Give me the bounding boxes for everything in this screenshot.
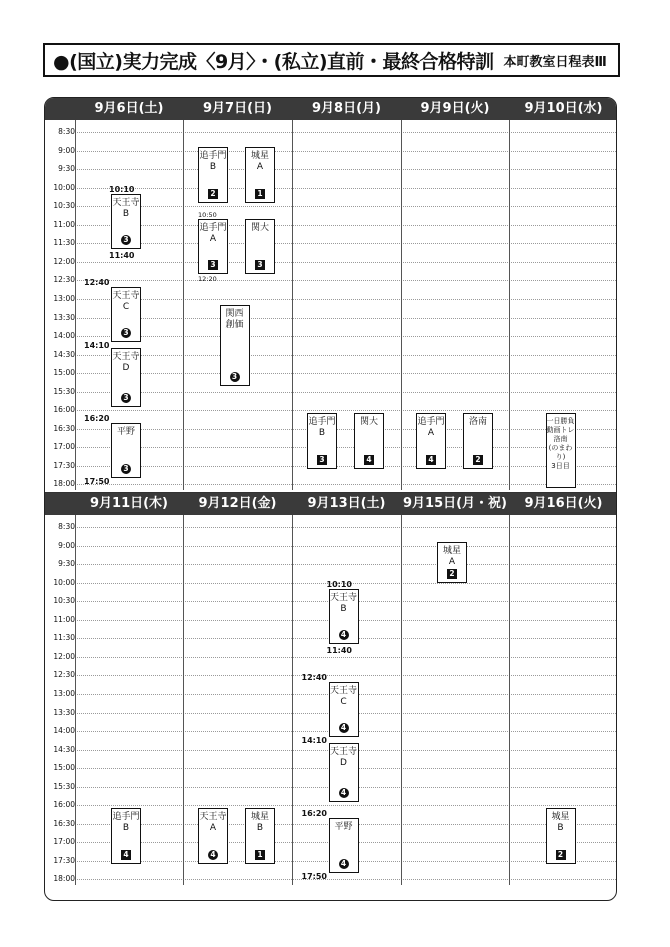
session-name: 平野 [116,426,135,437]
gridline [75,484,616,485]
session-box [111,194,141,250]
time-label: 8:30 [58,127,75,136]
time-label: 10:30 [53,201,75,211]
time-column-divider [75,515,76,885]
column-divider [183,120,184,490]
gridline [75,879,616,880]
title-box [43,43,620,77]
day-header: 9月7日(日) [203,101,272,116]
session-number-badge: 4 [121,850,131,860]
gridline [75,336,616,337]
end-time-label: 14:10 [84,341,110,351]
session-number-badge: 1 [255,850,265,860]
session-number-badge: 4 [339,859,349,869]
session-box [245,808,275,864]
session-box [416,413,446,469]
gridline [75,373,616,374]
gridline [75,675,616,676]
session-box [111,808,141,864]
session-box [111,423,141,479]
time-label: 14:00 [53,331,75,341]
time-label: 14:00 [53,726,75,736]
gridline [75,447,616,448]
session-box [354,413,384,469]
session-name: 天王寺 D [112,352,140,374]
session-box [245,219,275,275]
time-label: 14:30 [53,744,75,754]
time-label: 11:30 [53,633,75,643]
session-name: 追手門 B [112,812,140,834]
column-divider [183,515,184,885]
session-box [329,743,359,802]
session-number-badge: 1 [255,189,265,199]
session-number-badge: 3 [255,260,265,270]
time-label: 17:30 [53,855,75,865]
session-box [329,589,359,645]
day-header: 9月15日(月・祝) [402,496,508,511]
page-title: ●(国立)実力完成〈9月〉・(私立)直前・最終合格特訓 [53,50,494,73]
day-header: 9月11日(木) [89,496,169,511]
start-time-label: 16:20 [84,413,110,423]
session-name: 洛南 [468,417,487,428]
small-start-time: 10:50 [198,210,217,219]
time-label: 13:30 [53,707,75,717]
time-label: 13:00 [53,293,75,303]
day-header: 9月9日(火) [420,101,490,116]
session-box [546,808,576,864]
session-number-badge: 2 [447,569,457,579]
gridline [75,206,616,207]
session-box [220,305,250,385]
session-box [198,147,228,203]
day-header: 9月13日(土) [307,496,386,511]
time-label: 12:30 [53,670,75,680]
time-label: 17:00 [53,442,75,452]
session-name: 城星 B [250,812,269,834]
gridline [75,262,616,263]
time-label: 11:30 [53,238,75,248]
day-header: 9月16日(火) [524,496,603,511]
gridline [75,299,616,300]
time-label: 15:30 [53,386,75,396]
session-box [111,348,141,407]
session-number-badge: 3 [121,464,131,474]
column-divider [401,515,402,885]
session-number-badge: 2 [473,455,483,465]
gridline [75,429,616,430]
session-number-badge: 4 [364,455,374,465]
time-label: 16:30 [53,818,75,828]
time-label: 9:00 [58,145,75,155]
time-label: 18:00 [53,479,75,489]
gridline [75,188,616,189]
session-box [198,219,228,275]
gridline [75,805,616,806]
time-label: 9:30 [58,559,75,569]
gridline [75,392,616,393]
session-box [463,413,493,469]
session-box [111,287,141,343]
session-number-badge: 3 [121,235,131,245]
time-label: 15:30 [53,781,75,791]
start-time-label: 10:10 [109,184,135,194]
session-name: 関大 [359,417,378,428]
session-box [198,808,228,864]
session-number-badge: 3 [230,372,240,382]
session-name: 関西 創価 [225,309,244,331]
day-header: 9月6日(土) [94,101,164,116]
time-label: 16:30 [53,423,75,433]
column-divider [509,120,510,490]
session-number-badge: 4 [339,788,349,798]
schedule-block [45,98,616,493]
time-label: 15:00 [53,763,75,773]
gridline [75,169,616,170]
session-name: 追手門 B [308,417,336,439]
gridline [75,410,616,411]
column-divider [292,120,293,490]
time-label: 16:00 [53,405,75,415]
page-subtitle: 本町教室日程表Ⅲ [503,54,607,70]
session-box [437,542,467,582]
session-box [307,413,337,469]
day-header: 9月8日(月) [312,101,381,116]
session-name: 天王寺 A [199,812,227,834]
gridline [75,318,616,319]
column-divider [509,515,510,885]
session-name: 天王寺 B [112,197,140,219]
session-box [245,147,275,203]
time-label: 9:30 [58,164,75,174]
session-name: 天王寺 C [329,685,357,707]
time-label: 8:30 [58,522,75,531]
day-header-row [45,493,616,515]
session-box [546,413,576,487]
session-box [329,682,359,738]
column-divider [292,515,293,885]
session-name: 天王寺 D [329,747,357,769]
gridline [75,225,616,226]
gridline [75,151,616,152]
end-time-label: 17:50 [84,477,110,487]
day-header-row [45,98,616,120]
gridline [75,132,616,133]
gridline [75,466,616,467]
session-name: 城星 A [442,546,461,568]
session-name: 天王寺 C [112,290,140,312]
session-box [329,818,359,874]
time-label: 11:00 [53,614,75,624]
end-time-label: 17:50 [301,872,327,882]
time-label: 17:30 [53,460,75,470]
session-number-badge: 4 [426,455,436,465]
start-time-label: 12:40 [301,672,327,682]
session-number-badge: 4 [208,850,218,860]
time-label: 12:30 [53,275,75,285]
session-number-badge: 2 [556,850,566,860]
time-label: 11:00 [53,219,75,229]
session-number-badge: 4 [339,630,349,640]
start-time-label: 10:10 [326,579,352,589]
column-divider [401,120,402,490]
time-label: 12:00 [53,651,75,661]
time-label: 10:30 [53,596,75,606]
end-time-label: 11:40 [326,646,352,656]
gridline [75,280,616,281]
start-time-label: 16:20 [301,808,327,818]
gridline [75,657,616,658]
session-name: 追手門 B [199,151,227,173]
time-label: 9:00 [58,540,75,550]
session-name: 平野 [334,821,353,832]
time-column-divider [75,120,76,490]
session-number-badge: 3 [317,455,327,465]
start-time-label: 12:40 [84,277,110,287]
session-number-badge: 4 [339,723,349,733]
session-number-badge: 2 [208,189,218,199]
gridline [75,527,616,528]
session-name: 関大 [250,222,269,233]
day-header: 9月10日(水) [524,101,603,116]
gridline [75,355,616,356]
time-label: 17:00 [53,837,75,847]
gridline [75,546,616,547]
time-label: 14:30 [53,349,75,359]
schedule-block [45,493,616,901]
session-name: 城星 B [551,812,570,834]
time-label: 13:30 [53,312,75,322]
time-label: 12:00 [53,256,75,266]
session-name: 一日勝負 動画トレ 洛南 (のまわり) 3日目 [546,417,575,471]
time-label: 10:00 [53,577,75,587]
session-name: 追手門 A [417,417,445,439]
end-time-label: 14:10 [301,736,327,746]
session-number-badge: 3 [121,328,131,338]
gridline [75,564,616,565]
session-name: 追手門 A [199,222,227,244]
session-name: 城星 A [250,151,269,173]
end-time-label: 11:40 [109,251,135,261]
time-label: 13:00 [53,688,75,698]
schedule-table [44,97,617,901]
day-header: 9月12日(金) [198,496,277,511]
time-label: 18:00 [53,874,75,884]
small-end-time: 12:20 [198,275,217,284]
session-number-badge: 3 [121,393,131,403]
gridline [75,243,616,244]
time-label: 15:00 [53,368,75,378]
session-number-badge: 3 [208,260,218,270]
time-label: 16:00 [53,800,75,810]
session-name: 天王寺 B [329,592,357,614]
time-label: 10:00 [53,182,75,192]
